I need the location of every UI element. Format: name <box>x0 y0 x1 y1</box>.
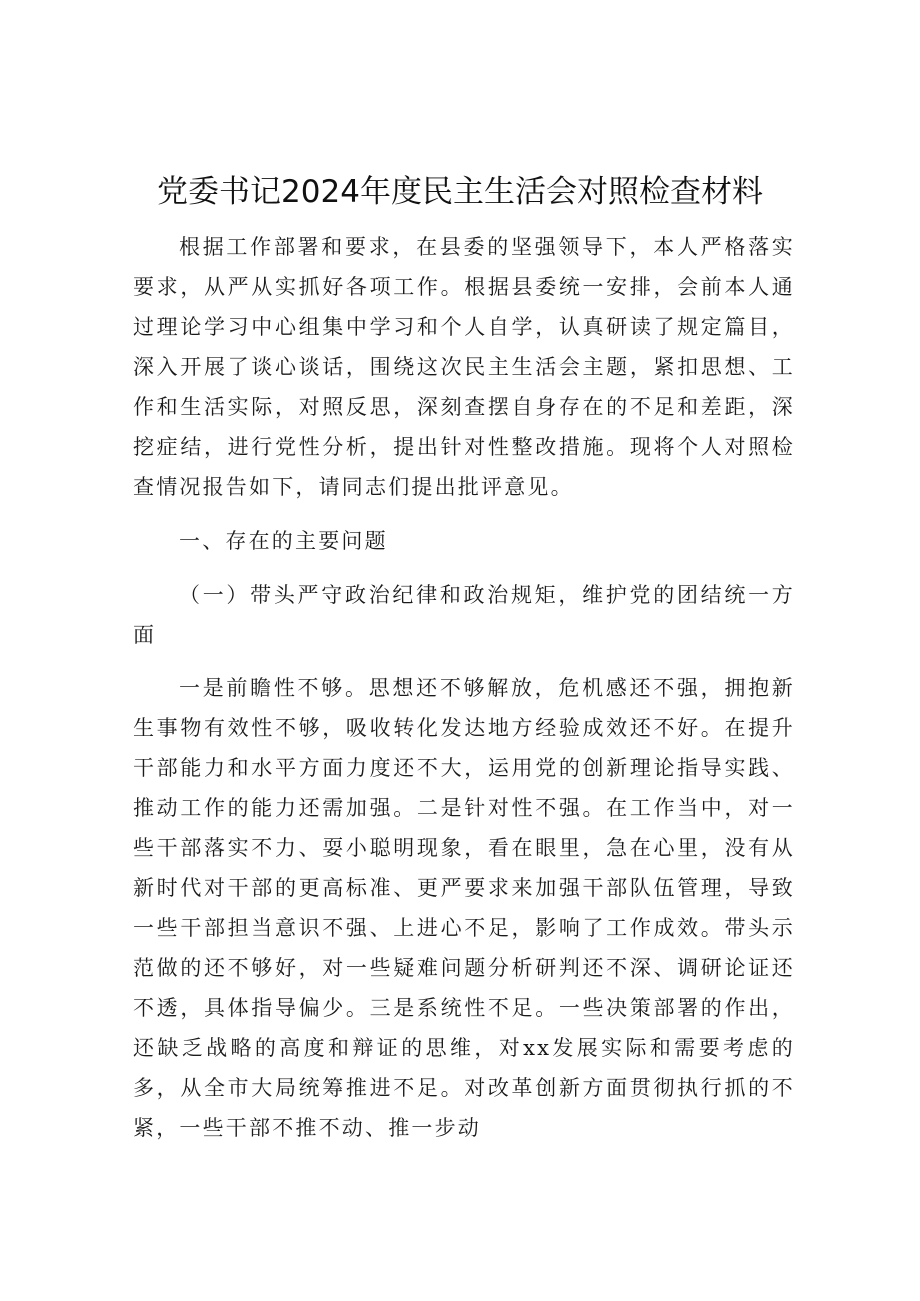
document-title: 党委书记2024年度民主生活会对照检查材料 <box>157 174 763 210</box>
section-heading: 一、存在的主要问题 <box>179 529 388 553</box>
body-paragraph: 一是前瞻性不够。思想还不够解放，危机感还不强，拥抱新生事物有效性不够，吸收转化发达地方经验成效还不好。在提升干部能力和水平方面力度还不大，运用党的创新理论指导实践、推动工作的能力还需加强。二是针对性不强。在工作当中，对一些干部落实不力、耍小聪明现象，看在眼里，急在心里，没有从新时代对干部的更高标准、更严要求来加强干部队伍管理，导致一些干部担当意识不强、上进心不足，影响了工作成效。带头示范做的还不够好，对一些疑难问题分析研判还不深、调研论证还不透，具体指导偏少。三是系统性不足。一些决策部署的作出，还缺乏战略的高度和辩证的思维，对xx发展实际和需要考虑的多，从全市大局统筹推进不足。对改革创新方面贯彻执行抓的不紧，一些干部不推不动、推一步动 <box>133 676 795 1140</box>
document-body <box>133 227 795 1148</box>
intro-paragraph: 根据工作部署和要求，在县委的坚强领导下，本人严格落实要求，从严从实抓好各项工作。根据县委统一安排，会前本人通过理论学习中心组集中学习和个人自学，认真研读了规定篇目，深入开展了谈心谈话，围绕这次民主生活会主题，紧扣思想、工作和生活实际，对照反思，深刻查摆自身存在的不足和差距，深挖症结，进行党性分析，提出针对性整改措施。现将个人对照检查情况报告如下，请同志们提出批评意见。 <box>133 235 795 499</box>
subsection-heading: （一）带头严守政治纪律和政治规矩，维护党的团结统一方面 <box>133 583 795 647</box>
